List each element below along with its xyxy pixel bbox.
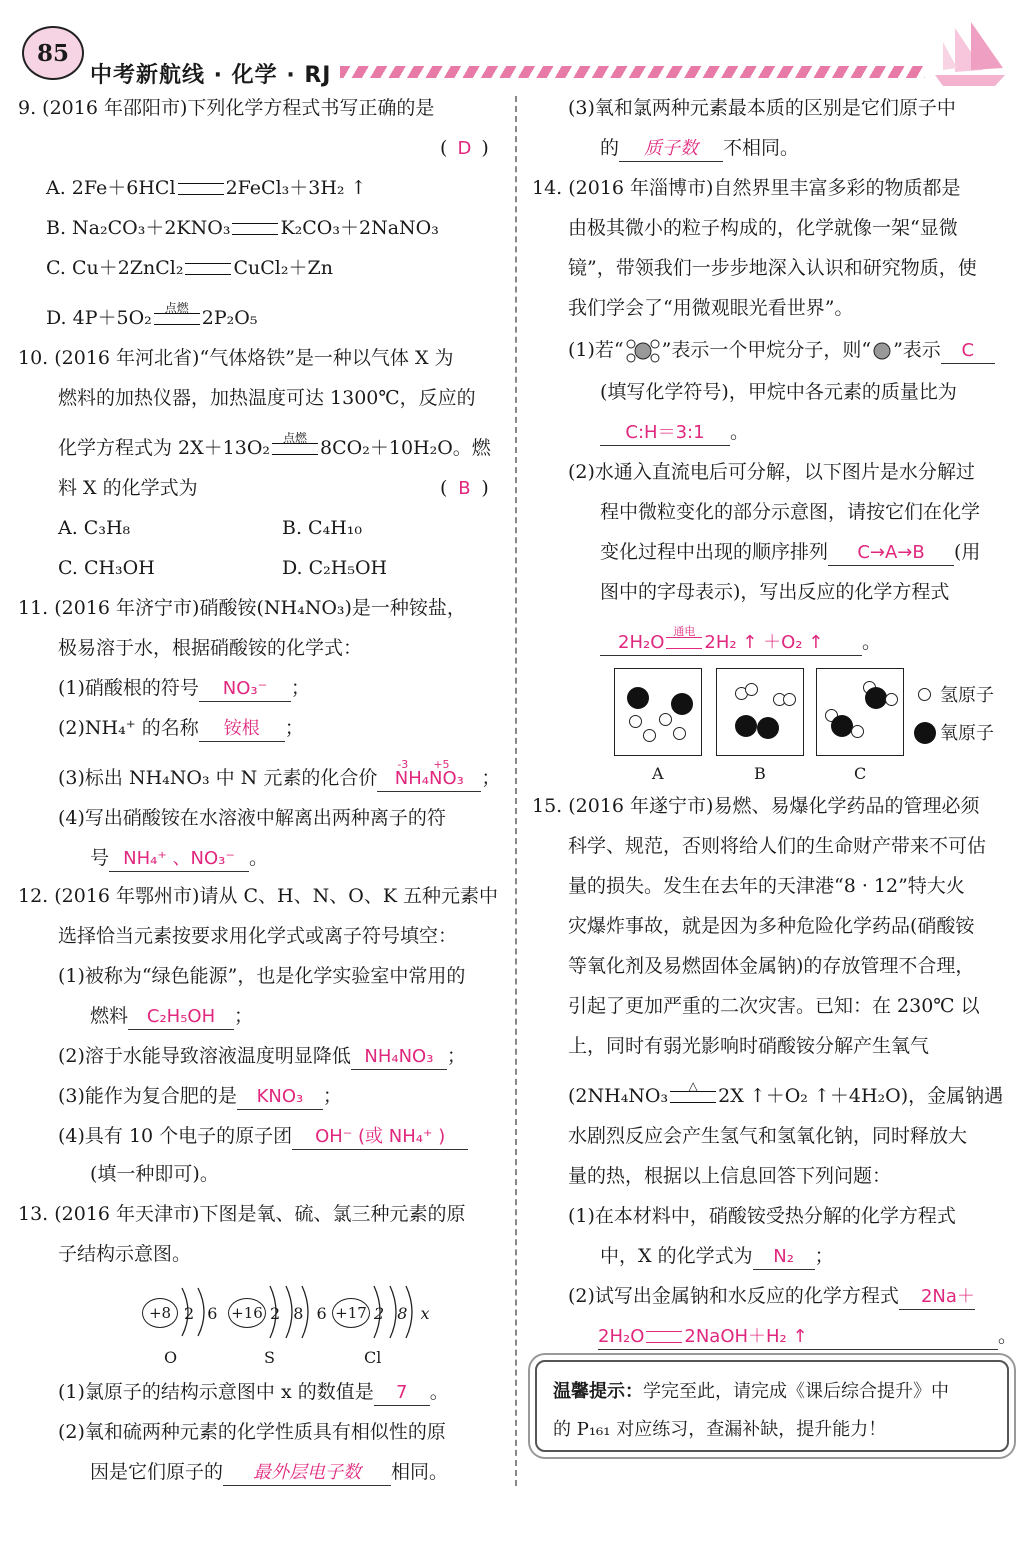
- equals-sign: [646, 1331, 682, 1343]
- q11-part4b: 号 NH₄⁺ 、NO₃⁻ 。: [90, 846, 268, 872]
- q15-part1b: 中，X 的化学式为 N₂ ；: [600, 1244, 834, 1270]
- q15-part2b: 2H₂O 2NaOH＋H₂ ↑ 。: [598, 1324, 1017, 1350]
- oxygen-atom: [865, 687, 887, 709]
- q15-line3: 量的损失。发生在去年的天津港“8 · 12”特大火: [568, 875, 965, 897]
- hydrogen-atom: [673, 727, 686, 740]
- tip-line2: 的 P₁₆₁ 对应练习，查漏补缺，提升能力！: [553, 1419, 887, 1440]
- equals-sign: [178, 183, 224, 195]
- q12-part1b: 燃料 C₂H₅OH ；: [90, 1004, 253, 1030]
- q15-line4: 灾爆炸事故，就是因为多种危险化学药品(硝酸铵: [568, 915, 975, 937]
- q15-line6: 引起了更加严重的二次灾害。已知：在 230℃ 以: [568, 995, 980, 1017]
- condition-label: 点燃: [164, 301, 189, 315]
- q9-option-a: [46, 176, 367, 200]
- q14-part1: [568, 338, 995, 364]
- page-number: 85: [22, 26, 84, 80]
- q15-line9: 水剧烈反应会产生氢气和氢氧化钠，同时释放大: [568, 1125, 968, 1147]
- q11-p1-text: (1)硝酸根的符号: [58, 677, 199, 699]
- q14-p1c-text: ”表示: [893, 339, 941, 361]
- q13-p3b-text: 的: [600, 137, 620, 159]
- q14-p1b-text: ”表示一个甲烷分子，则“: [661, 339, 872, 361]
- oxygen-atom: [735, 715, 757, 737]
- q10-option-a: A. C₃H₈: [58, 517, 131, 539]
- equals-sign: [666, 625, 702, 649]
- q10-line4: 料 X 的化学式为: [58, 477, 198, 499]
- q14-answer-1b: C:H＝3:1: [600, 421, 730, 446]
- q11-line2: 极易溶于水，根据硝酸铵的化学式：: [58, 637, 363, 659]
- shell-electrons: 2 8 6: [270, 1304, 331, 1323]
- q11-p2-text: (2)NH₄⁺ 的名称: [58, 717, 199, 739]
- q15-line5: 等氧化剂及易燃固体金属钠)的存放管理不合理，: [568, 955, 975, 977]
- nucleus: +17: [332, 1298, 370, 1328]
- legend-hydrogen: 氢原子: [940, 685, 994, 706]
- q11-valence-n2: +5: [433, 758, 450, 771]
- q15-eq2-left: 2H₂O: [598, 1326, 645, 1347]
- methane-molecule-icon: [624, 339, 662, 363]
- q14-line2: 由极其微小的粒子构成的，化学就像一架“显微: [568, 217, 958, 239]
- q14-part2b: 程中微粒变化的部分示意图，请按它们在化学: [600, 501, 981, 523]
- q12-p3-text: (3)能作为复合肥的是: [58, 1085, 237, 1107]
- q14-eq-right: 2H₂ ↑ ＋O₂ ↑: [704, 632, 824, 653]
- q13-answer-3: 质子数: [619, 137, 723, 162]
- condition-label: 通电: [673, 625, 696, 638]
- oxygen-atom: [757, 717, 779, 739]
- q9-option-b: [46, 216, 439, 240]
- condition-label: △: [688, 1079, 698, 1093]
- oxygen-atom: [671, 693, 693, 715]
- q10-eq-right: 8CO₂＋10H₂O。燃: [320, 437, 491, 459]
- q15-line2: 科学、规范，否则将给人们的生命财产带来不可估: [568, 835, 987, 857]
- q11-answer-3-text: NH₄NO₃: [394, 768, 464, 789]
- q15-p1b-text: 中，X 的化学式为: [600, 1245, 753, 1267]
- q14-part1d: (填写化学符号)，甲烷中各元素的质量比为: [600, 381, 957, 403]
- q9-answer-paren: ( D ): [440, 137, 489, 159]
- q9-d-left: D. 4P＋5O₂: [46, 307, 152, 329]
- q12-part4b: (填一种即可)。: [90, 1163, 219, 1185]
- tip-line1: [553, 1380, 949, 1404]
- q14-eq-left: 2H₂O: [618, 632, 665, 653]
- q13-answer-2: 最外层电子数: [223, 1461, 391, 1486]
- q13-p3c-text: 不相同。: [723, 137, 800, 159]
- hydrogen-atom: [783, 693, 796, 706]
- equals-sign: [272, 431, 318, 455]
- q12-part2: (2)溶于水能导致溶液温度明显降低 NH₄NO₃ ；: [58, 1044, 466, 1070]
- oxygen-atom: [831, 715, 853, 737]
- q15-p2-text: (2)试写出金属钠和水反应的化学方程式: [568, 1285, 899, 1307]
- q9-option-d: [46, 301, 258, 330]
- equals-sign: [154, 301, 200, 325]
- q12-part3: (3)能作为复合肥的是 KNO₃ ；: [58, 1084, 342, 1110]
- q11-part3: (3)标出 NH₄NO₃ 中 N 元素的化合价 -3 +5 NH₄NO₃ ；: [58, 766, 500, 792]
- q12-answer-2: NH₄NO₃: [351, 1045, 447, 1070]
- q15-answer-2a: 2Na＋: [899, 1285, 975, 1310]
- q9-d-right: 2P₂O₅: [201, 307, 258, 329]
- q9-b-left: B. Na₂CO₃＋2KNO₃: [46, 217, 231, 239]
- box-label-b: B: [754, 764, 766, 783]
- q9-stem: 9. (2016 年邵阳市)下列化学方程式书写正确的是: [18, 97, 435, 119]
- q14-part2: (2)水通入直流电后可分解，以下图片是水分解过: [568, 461, 975, 483]
- series-title: 中考新航线 · 化学 · RJ: [90, 63, 332, 88]
- page-header: [0, 0, 1031, 96]
- q10-line1: 10. (2016 年河北省)“气体烙铁”是一种以气体 X 为: [18, 347, 454, 369]
- q15-part1: (1)在本材料中，硝酸铵受热分解的化学方程式: [568, 1205, 956, 1227]
- q11-line1: 11. (2016 年济宁市)硝酸铵(NH₄NO₃)是一种铵盐，: [18, 597, 466, 619]
- tip-text-1: 学完至此，请完成《课后综合提升》中: [643, 1381, 949, 1402]
- q13-part2: (2)氧和硫两种元素的化学性质具有相似性的原: [58, 1421, 446, 1443]
- q9-a-left: A. 2Fe＋6HCl: [46, 177, 176, 199]
- box-label-a: A: [652, 764, 664, 783]
- q13-line2: 子结构示意图。: [58, 1243, 192, 1265]
- q14-p2c-text: 变化过程中出现的顺序排列: [600, 541, 829, 563]
- box-label-c: C: [854, 764, 867, 783]
- q11-p4b-text: 号: [90, 847, 110, 869]
- q13-line1: 13. (2016 年天津市)下图是氧、硫、氯三种元素的原: [18, 1203, 466, 1225]
- hydrogen-legend-icon: [918, 688, 931, 701]
- nucleus: +16: [228, 1298, 266, 1328]
- q13-part3b: [600, 136, 799, 162]
- q12-line2: 选择恰当元素按要求用化学式或离子符号填空：: [58, 925, 458, 947]
- nucleus: +8: [142, 1298, 178, 1328]
- q13-p2c-text: 相同。: [391, 1461, 449, 1483]
- q13-part2b: [90, 1460, 448, 1486]
- sailboat-icon: [925, 20, 1015, 90]
- q14-p1a-text: (1)若“: [568, 339, 624, 361]
- tip-box: [535, 1360, 1009, 1452]
- q11-answer-2: 铵根: [199, 717, 285, 742]
- column-divider: [515, 96, 517, 1486]
- q12-answer-3: KNO₃: [237, 1085, 323, 1110]
- q10-option-c: C. CH₃OH: [58, 557, 155, 579]
- q14-part2e: 图中的字母表示)，写出反应的化学方程式: [600, 581, 950, 603]
- q15-line1: 15. (2016 年遂宁市)易燃、易爆化学药品的管理必须: [532, 795, 980, 817]
- equals-sign: [670, 1079, 716, 1103]
- q15-line8: [568, 1079, 1004, 1108]
- atom-label: O: [164, 1348, 178, 1367]
- q15-line7: 上，同时有弱光影响时硝酸铵分解产生氧气: [568, 1035, 930, 1057]
- equals-sign: [232, 223, 278, 235]
- q14-part2c: [600, 540, 980, 566]
- q12-answer-1: C₂H₅OH: [128, 1005, 234, 1030]
- q10-eq-left: 化学方程式为 2X＋13O₂: [58, 437, 271, 459]
- oxygen-legend-icon: [914, 722, 936, 744]
- hydrogen-atom: [643, 729, 656, 742]
- q14-line1: 14. (2016 年淄博市)自然界里丰富多彩的物质都是: [532, 177, 961, 199]
- shell-electrons: 2 8 x: [374, 1304, 434, 1323]
- legend-oxygen: 氧原子: [940, 723, 994, 744]
- q10-line2: 燃料的加热仪器，加热温度可达 1300℃，反应的: [58, 387, 476, 409]
- condition-label: 点燃: [283, 431, 308, 445]
- q10-option-d: D. C₂H₅OH: [282, 557, 388, 579]
- q9-c-right: CuCl₂＋Zn: [233, 257, 333, 279]
- q9-b-right: K₂CO₃＋2NaNO₃: [280, 217, 439, 239]
- q9-a-right: 2FeCl₃＋3H₂ ↑: [225, 177, 367, 199]
- q15-eq2-right: 2NaOH＋H₂ ↑: [684, 1326, 808, 1347]
- q10-answer: B: [458, 478, 471, 499]
- oxygen-atom: [627, 687, 649, 709]
- q11-p3-text: (3)标出 NH₄NO₃ 中 N 元素的化合价: [58, 767, 378, 789]
- q11-answer-1: NO₃⁻: [199, 677, 291, 702]
- equals-sign: [185, 263, 231, 275]
- atom-label: Cl: [364, 1348, 382, 1367]
- q9-answer: D: [457, 138, 472, 159]
- q13-part1: (1)氯原子的结构示意图中 x 的数值是 7 。: [58, 1380, 449, 1406]
- q13-p1-text: (1)氯原子的结构示意图中 x 的数值是: [58, 1381, 374, 1403]
- q14-part1e: C:H＝3:1 。: [600, 420, 749, 446]
- q13-part3: (3)氧和氯两种元素最本质的区别是它们原子中: [568, 97, 956, 119]
- shell-electrons: 2 6: [184, 1304, 222, 1323]
- q15-eq-right: 2X ↑＋O₂ ↑＋4H₂O)，金属钠遇: [718, 1085, 1004, 1107]
- q14-answer-2: C→A→B: [828, 541, 954, 566]
- q11-part4: (4)写出硝酸铵在水溶液中解离出两种离子的符: [58, 807, 446, 829]
- q12-p4-text: (4)具有 10 个电子的原子团: [58, 1125, 293, 1147]
- q13-p2b-text: 因是它们原子的: [90, 1461, 224, 1483]
- q9-c-left: C. Cu＋2ZnCl₂: [46, 257, 184, 279]
- q12-part4: [58, 1124, 468, 1150]
- q10-answer-paren: ( B ): [440, 477, 489, 499]
- q11-valence-n1: -3: [397, 758, 409, 771]
- q14-answer-1: C: [941, 339, 995, 364]
- q11-answer-4: NH₄⁺ 、NO₃⁻: [109, 847, 249, 872]
- hydrogen-atom: [851, 725, 864, 738]
- q12-p1b-text: 燃料: [90, 1005, 129, 1027]
- q11-part1: (1)硝酸根的符号 NO₃⁻ ；: [58, 676, 310, 702]
- diagram-box-b: [716, 668, 804, 756]
- hydrogen-atom: [745, 683, 758, 696]
- q15-answer-1: N₂: [753, 1245, 815, 1270]
- diagram-box-a: [614, 668, 702, 756]
- q13-answer-1: 7: [374, 1381, 430, 1406]
- q12-line1: 12. (2016 年鄂州市)请从 C、H、N、O、K 五种元素中: [18, 885, 499, 907]
- q9-option-c: [46, 256, 333, 280]
- q14-line4: 我们学会了“用微观眼光看世界”。: [568, 297, 854, 319]
- q12-part1: (1)被称为“绿色能源”，也是化学实验室中常用的: [58, 965, 466, 987]
- carbon-atom-icon: [871, 340, 893, 362]
- tip-title: 温馨提示：: [553, 1381, 643, 1402]
- q11-answer-3: [377, 758, 481, 792]
- q11-part2: (2)NH₄⁺ 的名称 铵根 ；: [58, 716, 304, 742]
- diagram-box-c: [816, 668, 904, 756]
- hydrogen-atom: [885, 693, 898, 706]
- hydrogen-atom: [629, 715, 642, 728]
- q10-line3: [58, 431, 491, 460]
- q10-option-b: B. C₄H₁₀: [282, 517, 362, 539]
- q12-answer-4: OH⁻ (或 NH₄⁺ ): [292, 1125, 468, 1150]
- hydrogen-atom: [659, 713, 672, 726]
- q12-p2-text: (2)溶于水能导致溶液温度明显降低: [58, 1045, 351, 1067]
- q14-p2d-text: (用: [954, 541, 981, 563]
- q14-answer-equation: 2H₂O 通电 2H₂ ↑ ＋O₂ ↑ 。: [600, 630, 881, 656]
- q14-line3: 镜”，带领我们一步步地深入认识和研究物质，使: [568, 257, 977, 279]
- header-stripe: [340, 66, 925, 78]
- q15-line10: 量的热，根据以上信息回答下列问题：: [568, 1165, 892, 1187]
- q15-part2: [568, 1284, 975, 1310]
- atom-label: S: [264, 1348, 275, 1367]
- q15-eq-left: (2NH₄NO₃: [568, 1085, 669, 1107]
